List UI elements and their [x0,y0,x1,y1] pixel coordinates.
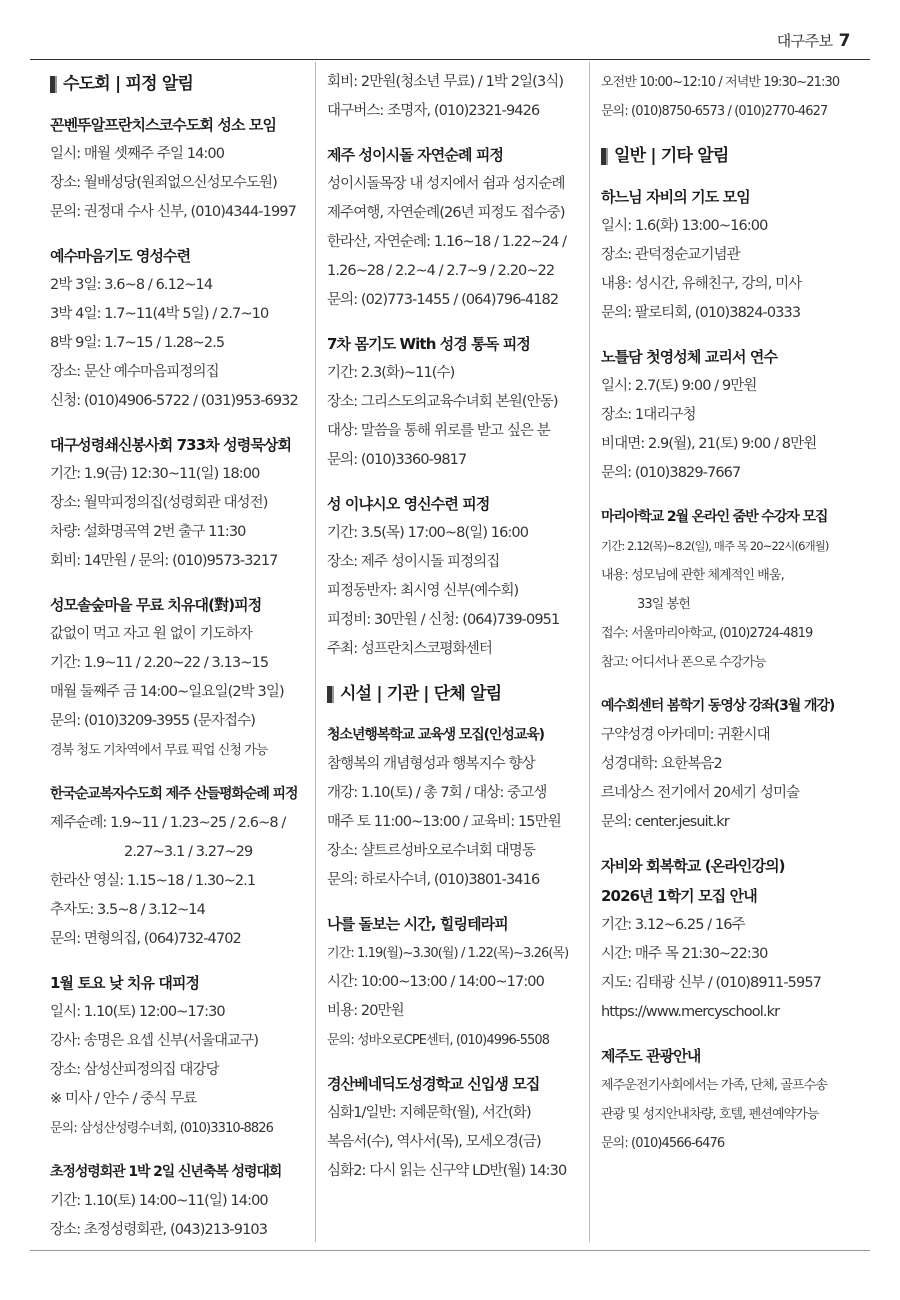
notice-line: 접수: 서울마리아학교, (010)2724-4819 [601,626,813,641]
notice-line: 장소: 월막피정의집(성령회관 대성전) [50,495,268,511]
notice-item [327,329,583,475]
notice-line: 신청: (010)4906-5722 / (031)953-6932 [50,393,298,409]
notice-title: 7차 몸기도 With 성경 통독 피정 [327,335,530,353]
page-number: 7 [838,31,850,51]
notice-line: 시간: 10:00~13:00 / 14:00~17:00 [327,974,544,990]
notice-title: 노틀담 첫영성체 교리서 연수 [601,348,778,366]
notice-line: 피정동반자: 최시영 신부(예수회) [327,583,519,599]
notice-line: 값없이 먹고 자고 원 없이 기도하자 [50,626,253,642]
notice-line: 성경대학: 요한복음2 [601,756,722,772]
notice-title: 나를 돌보는 시간, 힐링테라피 [327,915,508,933]
notice-item [50,779,309,954]
notice-item [327,489,583,664]
section-marker-icon [327,686,334,703]
notice-line: 문의: (010)3209-3955 (문자접수) [50,713,255,729]
notice-line: 장소: 그리스도의교육수녀회 본원(안동) [327,394,558,410]
notice-title: 경산베네딕도성경학교 신입생 모집 [327,1075,540,1093]
notice-line: 르네상스 전기에서 20세기 성미술 [601,785,800,801]
notice-line: 문의: (010)3829-7667 [601,465,741,481]
notice-line: 제주여행, 자연순례(26년 피정도 접수중) [327,205,565,221]
notice-item [601,851,864,1027]
notice-item [601,1041,864,1158]
footer-divider [30,1250,870,1251]
notice-item [50,1157,309,1245]
notice-line: 2.27~3.1 / 3.27~29 [124,844,253,860]
notice-line: 문의: (010)4566-6476 [601,1136,725,1151]
notice-line: 문의: 권정대 수사 신부, (010)4344-1997 [50,204,296,220]
section-heading [50,68,309,100]
notice-line: 피정비: 30만원 / 신청: (064)739-0951 [327,612,560,628]
column-2 [317,60,589,1250]
notice-line: 1.26~28 / 2.2~4 / 2.7~9 / 2.20~22 [327,263,555,279]
notice-continued [327,68,583,126]
notice-line: 참행복의 개념형성과 행복지수 향상 [327,756,535,772]
notice-line: ※ 미사 / 안수 / 중식 무료 [50,1091,197,1107]
notice-line: 내용: 성시간, 유해친구, 강의, 미사 [601,276,802,292]
page-header [0,0,900,60]
notice-line: 회비: 14만원 / 문의: (010)9573-3217 [50,553,278,569]
notice-line: 매월 둘째주 금 14:00~일요일(2박 3일) [50,684,284,700]
notice-line: 문의: (010)8750-6573 / (010)2770-4627 [601,104,828,119]
notice-line: 장소: 관덕정순교기념관 [601,247,740,263]
notice-line: 비대면: 2.9(월), 21(토) 9:00 / 8만원 [601,436,817,452]
notice-line: 문의: center.jesuit.kr [601,814,729,830]
notice-item [601,342,864,488]
notice-line: 33일 봉헌 [637,597,690,612]
notice-item [327,1069,583,1186]
notice-line: 대상: 말씀을 통해 위로를 받고 싶은 분 [327,423,550,439]
notice-title: 1월 토요 낮 치유 대피정 [50,974,200,992]
notice-title: 자비와 회복학교 (온라인강의) [601,857,785,875]
notice-line: 경북 청도 기차역에서 무료 픽업 신청 가능 [50,743,268,758]
notice-line: 장소: 샬트르성바오로수녀회 대명동 [327,843,536,859]
bulletin-title: 대구주보 [776,32,833,50]
notice-line: 일시: 매월 셋째주 주일 14:00 [50,146,225,162]
notice-line: 장소: 1대리구청 [601,407,696,423]
notice-title: 초정성령회관 1박 2일 신년축복 성령대회 [50,1164,282,1180]
notice-continued [601,68,864,126]
section-marker-icon [50,76,57,93]
notice-item [327,909,583,1055]
notice-item [50,590,309,765]
notice-line: 구약성경 아카데미: 귀환시대 [601,727,770,743]
notice-item [50,968,309,1143]
notice-line: 기간: 1.9~11 / 2.20~22 / 3.13~15 [50,655,269,671]
notice-line: 매주 토 11:00~13:00 / 교육비: 15만원 [327,814,561,830]
website-link[interactable]: https://www.mercyschool.kr [601,1004,780,1020]
notice-line: 심화2: 다시 읽는 신구약 LD반(월) 14:30 [327,1163,567,1179]
notice-line: 대구버스: 조명자, (010)2321-9426 [327,103,540,119]
header-label [777,30,850,51]
notice-item [50,110,309,227]
notice-title: 하느님 자비의 기도 모임 [601,188,750,206]
notice-title: 제주 성이시돌 자연순례 피정 [327,146,504,164]
notice-line: 장소: 초정성령회관, (043)213-9103 [50,1222,268,1238]
notice-line: 지도: 김태광 신부 / (010)8911-5957 [601,975,821,991]
notice-item [50,430,309,576]
section-title: 수도회 | 피정 알림 [63,74,194,94]
notice-line: 관광 및 성지안내차량, 호텔, 펜션예약가능 [601,1107,819,1122]
notice-line: 심화1/일반: 지혜문학(월), 서간(화) [327,1105,531,1121]
notice-line: 주최: 성프란치스코평화센터 [327,641,492,657]
column-3 [591,60,870,1250]
notice-title: 대구성령쇄신봉사회 733차 성령묵상회 [50,436,292,454]
notice-title: 예수마음기도 영성수련 [50,247,191,265]
notice-title: 성 이냐시오 영신수련 피정 [327,495,490,513]
notice-line: 장소: 월배성당(원죄없으신성모수도원) [50,175,277,191]
section-heading [327,678,583,710]
notice-line: 한라산, 자연순례: 1.16~18 / 1.22~24 / [327,234,567,250]
notice-line: 기간: 1.19(월)~3.30(월) / 1.22(목)~3.26(목) [327,946,569,961]
notice-line: 비용: 20만원 [327,1003,404,1019]
notice-title: 청소년행복학교 교육생 모집(인성교육) [327,727,544,743]
notice-line: 차량: 설화명곡역 2번 출구 11:30 [50,524,246,540]
notice-line: 2박 3일: 3.6~8 / 6.12~14 [50,277,213,293]
notice-item [601,691,864,837]
section-heading [601,140,864,172]
notice-line: 복음서(수), 역사서(목), 모세오경(금) [327,1134,541,1150]
notice-title: 꼰벤뚜알프란치스코수도회 성소 모임 [50,116,277,134]
notice-line: 일시: 2.7(토) 9:00 / 9만원 [601,378,757,394]
notice-line: 문의: 면형의집, (064)732-4702 [50,931,241,947]
notice-line: 기간: 1.9(금) 12:30~11(일) 18:00 [50,466,260,482]
notice-line: 문의: 팔로티회, (010)3824-0333 [601,305,801,321]
notice-line: 장소: 제주 성이시돌 피정의집 [327,554,500,570]
notice-line: 오전반 10:00~12:10 / 저녁반 19:30~21:30 [601,75,840,90]
notice-item [327,720,583,895]
notice-title: 한국순교복자수도회 제주 산들평화순례 피정 [50,786,298,802]
notice-columns [30,60,870,1250]
notice-line: 문의: (02)773-1455 / (064)796-4182 [327,292,559,308]
notice-line: 장소: 삼성산피정의집 대강당 [50,1062,219,1078]
notice-line: 개강: 1.10(토) / 총 7회 / 대상: 중고생 [327,785,547,801]
column-1 [30,60,315,1250]
notice-line: 기간: 3.5(목) 17:00~8(일) 16:00 [327,525,529,541]
notice-line: 8박 9일: 1.7~15 / 1.28~2.5 [50,335,225,351]
notice-line: 참고: 어디서나 폰으로 수강가능 [601,655,766,670]
notice-line: 문의: 하로사수녀, (010)3801-3416 [327,872,540,888]
section-marker-icon [601,148,608,165]
notice-line: 일시: 1.10(토) 12:00~17:30 [50,1004,225,1020]
notice-item [327,140,583,315]
notice-line: 3박 4일: 1.7~11(4박 5일) / 2.7~10 [50,306,269,322]
notice-line: 문의: 성바오로CPE센터, (010)4996-5508 [327,1033,550,1048]
notice-title: 제주도 관광안내 [601,1047,701,1065]
notice-title: 예수회센터 봄학기 동영상 강좌(3월 개강) [601,698,835,714]
notice-line: 문의: (010)3360-9817 [327,452,467,468]
notice-item [601,502,864,677]
notice-line: 제주순례: 1.9~11 / 1.23~25 / 2.6~8 / [50,815,286,831]
notice-line: 문의: 삼성산성령수녀회, (010)3310-8826 [50,1121,273,1136]
notice-title: 성모솔숲마을 무료 치유대(對)피정 [50,596,262,614]
notice-line: 제주운전기사회에서는 가족, 단체, 골프수송 [601,1078,828,1093]
notice-line: 장소: 문산 예수마음피정의집 [50,364,219,380]
notice-item [601,182,864,328]
notice-line: 강사: 송명은 요셉 신부(서울대교구) [50,1033,259,1049]
notice-line: 내용: 성모님에 관한 체계적인 배움, [601,568,784,583]
notice-line: 시간: 매주 목 21:30~22:30 [601,946,768,962]
notice-title: 마리아학교 2월 온라인 줌반 수강자 모집 [601,509,828,525]
notice-line: 기간: 2.12(목)~8.2(일), 매주 목 20~22시(6개월) [601,539,829,553]
section-title: 시설 | 기관 | 단체 알림 [340,684,502,704]
notice-line: 기간: 1.10(토) 14:00~11(일) 14:00 [50,1193,268,1209]
notice-line: 기간: 2.3(화)~11(수) [327,365,455,381]
notice-line: 회비: 2만원(청소년 무료) / 1박 2일(3식) [327,74,564,90]
notice-line: 일시: 1.6(화) 13:00~16:00 [601,218,768,234]
notice-line: 추자도: 3.5~8 / 3.12~14 [50,902,205,918]
notice-line: 성이시돌목장 내 성지에서 쉼과 성지순례 [327,176,565,192]
notice-subtitle: 2026년 1학기 모집 안내 [601,887,757,905]
notice-item [50,241,309,416]
notice-line: 한라산 영실: 1.15~18 / 1.30~2.1 [50,873,256,889]
section-title: 일반 | 기타 알림 [614,146,729,166]
notice-line: 기간: 3.12~6.25 / 16주 [601,917,745,933]
